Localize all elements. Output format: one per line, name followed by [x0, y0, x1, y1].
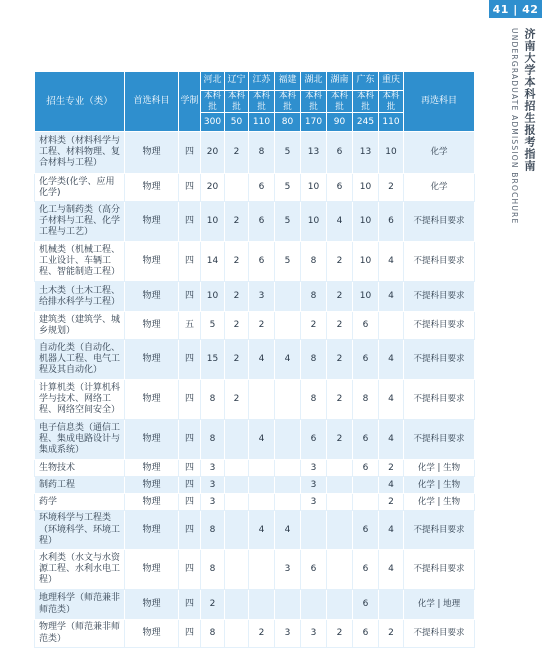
header-province: 辽宁 [225, 72, 249, 91]
header-batch: 本科批 [225, 91, 249, 113]
header-province: 湖南 [327, 72, 353, 91]
quota-cell: 10 [353, 242, 379, 282]
quota-cell: 4 [275, 340, 301, 380]
quota-cell: 2 [225, 242, 249, 282]
first-subject-cell: 物理 [125, 590, 179, 620]
table-row [35, 590, 475, 620]
table-row [35, 242, 475, 282]
quota-cell [327, 494, 353, 511]
duration-cell: 四 [179, 132, 201, 174]
major-name-cell: 计算机类（计算机科学与技术、网络工程、网络空间安全） [35, 380, 125, 420]
header-province: 重庆 [379, 72, 404, 91]
quota-cell: 3 [201, 460, 225, 477]
quota-cell [249, 477, 275, 494]
duration-cell: 四 [179, 340, 201, 380]
quota-cell: 3 [201, 494, 225, 511]
quota-cell [225, 550, 249, 590]
second-subject-cell: 不提科目要求 [404, 202, 475, 242]
duration-cell: 四 [179, 460, 201, 477]
duration-cell: 四 [179, 590, 201, 620]
second-subject-cell: 化学 | 生物 [404, 494, 475, 511]
quota-cell: 8 [353, 380, 379, 420]
quota-cell: 4 [379, 511, 404, 550]
quota-cell: 10 [301, 202, 327, 242]
quota-cell: 15 [201, 340, 225, 380]
quota-cell: 6 [353, 312, 379, 340]
second-subject-cell: 化学 [404, 174, 475, 202]
quota-cell [275, 477, 301, 494]
header-first-subject: 首选科目 [125, 72, 179, 132]
quota-cell [225, 174, 249, 202]
header-batch: 本科批 [379, 91, 404, 113]
quota-cell [275, 460, 301, 477]
duration-cell: 四 [179, 420, 201, 460]
quota-cell: 6 [353, 511, 379, 550]
table-row [35, 312, 475, 340]
quota-cell: 6 [353, 550, 379, 590]
major-name-cell: 地理科学（师范兼非师范类） [35, 590, 125, 620]
quota-cell: 13 [301, 132, 327, 174]
header-province-total: 110 [379, 113, 404, 132]
quota-cell: 4 [379, 340, 404, 380]
quota-cell: 10 [353, 174, 379, 202]
quota-cell [301, 511, 327, 550]
quota-cell: 8 [301, 242, 327, 282]
quota-cell [249, 380, 275, 420]
header-province: 广东 [353, 72, 379, 91]
quota-cell: 2 [327, 242, 353, 282]
quota-cell: 8 [201, 620, 225, 648]
duration-cell: 四 [179, 174, 201, 202]
quota-cell: 4 [249, 340, 275, 380]
duration-cell: 五 [179, 312, 201, 340]
quota-cell: 3 [249, 282, 275, 312]
quota-cell [275, 380, 301, 420]
quota-cell: 3 [275, 620, 301, 648]
table-row [35, 550, 475, 590]
first-subject-cell: 物理 [125, 380, 179, 420]
major-name-cell: 机械类（机械工程、工业设计、车辆工程、智能制造工程） [35, 242, 125, 282]
quota-cell [249, 590, 275, 620]
quota-cell [327, 590, 353, 620]
quota-cell: 6 [353, 590, 379, 620]
quota-cell: 2 [249, 620, 275, 648]
quota-cell: 8 [201, 511, 225, 550]
table-row [35, 380, 475, 420]
quota-cell: 10 [201, 282, 225, 312]
first-subject-cell: 物理 [125, 132, 179, 174]
quota-cell: 2 [201, 590, 225, 620]
side-title-english: UNDERGRADUATE ADMISSION BROCHURE [510, 28, 519, 225]
quota-cell: 4 [327, 202, 353, 242]
quota-cell [225, 460, 249, 477]
quota-cell: 4 [379, 477, 404, 494]
header-province-total: 50 [225, 113, 249, 132]
table-row [35, 202, 475, 242]
table-row [35, 340, 475, 380]
duration-cell: 四 [179, 242, 201, 282]
quota-cell: 5 [275, 132, 301, 174]
second-subject-cell: 化学 | 生物 [404, 460, 475, 477]
header-province-total: 90 [327, 113, 353, 132]
major-name-cell: 制药工程 [35, 477, 125, 494]
header-second-subject: 再选科目 [404, 72, 475, 132]
duration-cell: 四 [179, 494, 201, 511]
quota-cell: 3 [301, 494, 327, 511]
header-province-total: 80 [275, 113, 301, 132]
quota-cell: 4 [379, 420, 404, 460]
quota-cell: 10 [201, 202, 225, 242]
quota-cell: 2 [225, 312, 249, 340]
quota-cell: 2 [327, 340, 353, 380]
quota-cell: 6 [249, 242, 275, 282]
table-row [35, 620, 475, 648]
quota-cell: 2 [379, 174, 404, 202]
major-name-cell: 建筑类（建筑学、城乡规划） [35, 312, 125, 340]
quota-cell: 6 [353, 620, 379, 648]
quota-cell [249, 550, 275, 590]
quota-cell: 4 [379, 380, 404, 420]
quota-cell: 10 [379, 132, 404, 174]
quota-cell: 2 [225, 202, 249, 242]
quota-cell [225, 590, 249, 620]
page-number-badge: 41 | 42 [489, 0, 542, 18]
quota-cell: 3 [301, 477, 327, 494]
quota-cell: 2 [327, 312, 353, 340]
quota-cell: 3 [201, 477, 225, 494]
quota-cell: 2 [379, 620, 404, 648]
duration-cell: 四 [179, 282, 201, 312]
quota-cell: 6 [327, 132, 353, 174]
quota-cell: 6 [301, 420, 327, 460]
quota-cell [225, 420, 249, 460]
side-title-chinese: 济南大学本科招生报考指南 [523, 28, 536, 172]
quota-cell [225, 511, 249, 550]
table-row [35, 420, 475, 460]
header-province-total: 245 [353, 113, 379, 132]
quota-cell: 10 [301, 174, 327, 202]
quota-cell [275, 312, 301, 340]
quota-cell [225, 477, 249, 494]
major-name-cell: 化工与制药类（高分子材料与工程、化学工程与工艺） [35, 202, 125, 242]
quota-cell: 6 [327, 174, 353, 202]
header-batch: 本科批 [353, 91, 379, 113]
quota-cell [327, 511, 353, 550]
brochure-side-title [497, 28, 537, 588]
quota-cell: 13 [353, 132, 379, 174]
quota-cell: 4 [249, 420, 275, 460]
quota-cell: 3 [301, 620, 327, 648]
quota-cell: 8 [301, 380, 327, 420]
first-subject-cell: 物理 [125, 511, 179, 550]
quota-cell: 20 [201, 132, 225, 174]
quota-cell: 6 [249, 202, 275, 242]
quota-cell [353, 477, 379, 494]
first-subject-cell: 物理 [125, 340, 179, 380]
second-subject-cell: 不提科目要求 [404, 242, 475, 282]
quota-cell: 6 [249, 174, 275, 202]
quota-cell: 10 [353, 202, 379, 242]
second-subject-cell: 化学 [404, 132, 475, 174]
table-row [35, 460, 475, 477]
quota-cell: 2 [225, 380, 249, 420]
quota-cell [379, 312, 404, 340]
quota-cell [327, 460, 353, 477]
quota-cell [275, 590, 301, 620]
quota-cell: 8 [201, 420, 225, 460]
quota-cell: 10 [353, 282, 379, 312]
major-name-cell: 电子信息类（通信工程、集成电路设计与集成系统） [35, 420, 125, 460]
table-row [35, 174, 475, 202]
duration-cell: 四 [179, 380, 201, 420]
header-batch: 本科批 [249, 91, 275, 113]
header-province: 江苏 [249, 72, 275, 91]
header-batch: 本科批 [301, 91, 327, 113]
admission-plan-table [34, 71, 475, 648]
header-province-total: 170 [301, 113, 327, 132]
header-duration: 学制 [179, 72, 201, 132]
second-subject-cell: 不提科目要求 [404, 620, 475, 648]
second-subject-cell: 化学 | 地理 [404, 590, 475, 620]
quota-cell: 6 [379, 202, 404, 242]
quota-cell: 3 [301, 460, 327, 477]
quota-cell [327, 477, 353, 494]
quota-cell: 2 [327, 380, 353, 420]
quota-cell [327, 550, 353, 590]
table-row [35, 511, 475, 550]
quota-cell: 6 [353, 420, 379, 460]
major-name-cell: 自动化类（自动化、机器人工程、电气工程及其自动化） [35, 340, 125, 380]
first-subject-cell: 物理 [125, 550, 179, 590]
quota-cell: 4 [379, 282, 404, 312]
second-subject-cell: 不提科目要求 [404, 312, 475, 340]
quota-cell [275, 282, 301, 312]
header-province-total: 300 [201, 113, 225, 132]
second-subject-cell: 不提科目要求 [404, 420, 475, 460]
quota-cell: 2 [225, 282, 249, 312]
quota-cell: 2 [225, 340, 249, 380]
table-row [35, 132, 475, 174]
first-subject-cell: 物理 [125, 477, 179, 494]
quota-cell: 8 [201, 380, 225, 420]
quota-cell: 2 [379, 460, 404, 477]
second-subject-cell: 不提科目要求 [404, 282, 475, 312]
header-province: 福建 [275, 72, 301, 91]
table-row [35, 477, 475, 494]
duration-cell: 四 [179, 620, 201, 648]
major-name-cell: 生物技术 [35, 460, 125, 477]
header-major: 招生专业（类） [35, 72, 125, 132]
quota-cell [249, 494, 275, 511]
quota-cell: 2 [379, 494, 404, 511]
quota-cell: 4 [275, 511, 301, 550]
first-subject-cell: 物理 [125, 620, 179, 648]
quota-cell: 6 [353, 340, 379, 380]
quota-cell [353, 494, 379, 511]
header-province: 河北 [201, 72, 225, 91]
second-subject-cell: 不提科目要求 [404, 550, 475, 590]
quota-cell: 14 [201, 242, 225, 282]
quota-cell: 2 [327, 282, 353, 312]
first-subject-cell: 物理 [125, 494, 179, 511]
quota-cell: 4 [249, 511, 275, 550]
quota-cell: 3 [275, 550, 301, 590]
quota-cell: 8 [301, 340, 327, 380]
major-name-cell: 水利类（水文与水资源工程、水利水电工程） [35, 550, 125, 590]
quota-cell: 5 [201, 312, 225, 340]
second-subject-cell: 不提科目要求 [404, 511, 475, 550]
duration-cell: 四 [179, 477, 201, 494]
quota-cell: 8 [249, 132, 275, 174]
quota-cell: 4 [379, 242, 404, 282]
quota-cell [275, 420, 301, 460]
quota-cell: 2 [225, 132, 249, 174]
quota-cell: 6 [301, 550, 327, 590]
first-subject-cell: 物理 [125, 242, 179, 282]
duration-cell: 四 [179, 202, 201, 242]
major-name-cell: 环境科学与工程类（环境科学、环境工程） [35, 511, 125, 550]
major-name-cell: 土木类（土木工程、给排水科学与工程） [35, 282, 125, 312]
second-subject-cell: 化学 | 生物 [404, 477, 475, 494]
header-province: 湖北 [301, 72, 327, 91]
quota-cell: 5 [275, 174, 301, 202]
quota-cell [379, 590, 404, 620]
header-batch: 本科批 [327, 91, 353, 113]
table-row [35, 282, 475, 312]
quota-cell: 4 [379, 550, 404, 590]
major-name-cell: 药学 [35, 494, 125, 511]
quota-cell: 6 [353, 460, 379, 477]
quota-cell: 5 [275, 202, 301, 242]
quota-cell: 2 [249, 312, 275, 340]
first-subject-cell: 物理 [125, 312, 179, 340]
quota-cell: 20 [201, 174, 225, 202]
second-subject-cell: 不提科目要求 [404, 340, 475, 380]
header-batch: 本科批 [275, 91, 301, 113]
quota-cell: 2 [327, 620, 353, 648]
quota-cell [225, 620, 249, 648]
header-province-total: 110 [249, 113, 275, 132]
first-subject-cell: 物理 [125, 460, 179, 477]
quota-cell: 8 [301, 282, 327, 312]
first-subject-cell: 物理 [125, 282, 179, 312]
duration-cell: 四 [179, 511, 201, 550]
first-subject-cell: 物理 [125, 174, 179, 202]
quota-cell: 8 [201, 550, 225, 590]
quota-cell [249, 460, 275, 477]
quota-cell [225, 494, 249, 511]
major-name-cell: 物理学（师范兼非师范类） [35, 620, 125, 648]
quota-cell: 2 [301, 312, 327, 340]
duration-cell: 四 [179, 550, 201, 590]
quota-cell: 5 [275, 242, 301, 282]
quota-cell [301, 590, 327, 620]
header-batch: 本科批 [201, 91, 225, 113]
first-subject-cell: 物理 [125, 202, 179, 242]
quota-cell: 2 [327, 420, 353, 460]
quota-cell [275, 494, 301, 511]
first-subject-cell: 物理 [125, 420, 179, 460]
table-row [35, 494, 475, 511]
second-subject-cell: 不提科目要求 [404, 380, 475, 420]
major-name-cell: 化学类(化学、应用化学) [35, 174, 125, 202]
major-name-cell: 材料类（材料科学与工程、材料物理、复合材料与工程） [35, 132, 125, 174]
